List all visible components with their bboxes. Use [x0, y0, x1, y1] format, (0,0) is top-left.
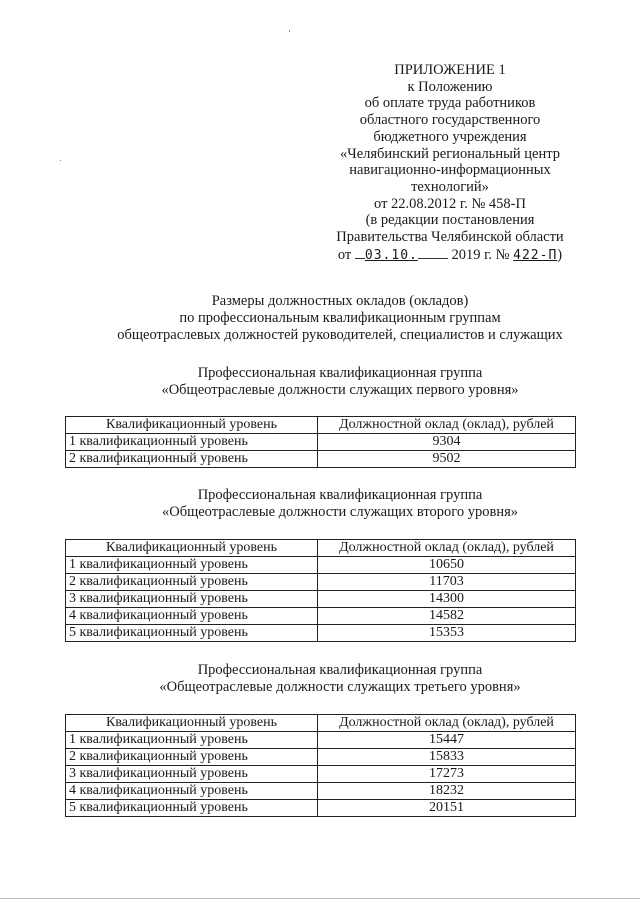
level-cell: 2 квалификационный уровень — [66, 451, 318, 468]
header-line: Правительства Челябинской области — [336, 229, 564, 246]
table-row — [66, 608, 576, 625]
header-line: об оплате труда работников — [364, 95, 536, 112]
salary-cell: 20151 — [318, 800, 576, 817]
table-row — [66, 766, 576, 783]
level-cell: 4 квалификационный уровень — [66, 783, 318, 800]
scan-edge-line — [0, 898, 640, 899]
group-title-line: «Общеотраслевые должности служащих второго уровня» — [161, 504, 519, 520]
table-row — [66, 557, 576, 574]
column-header-level: Квалификационный уровень — [66, 540, 318, 557]
salary-cell: 15447 — [318, 732, 576, 749]
table-row — [66, 574, 576, 591]
column-header-salary: Должностной оклад (оклад), рублей — [318, 417, 576, 434]
year-text: 2019 г. № — [451, 246, 510, 263]
level-cell: 2 квалификационный уровень — [66, 574, 318, 591]
level-cell: 1 квалификационный уровень — [66, 434, 318, 451]
group-3-title — [40, 662, 640, 696]
header-line: (в редакции постановления — [365, 212, 535, 229]
appendix-header — [300, 62, 600, 264]
group-title-line: «Общеотраслевые должности служащих третьего уровня» — [159, 679, 521, 695]
salary-cell: 10650 — [318, 557, 576, 574]
header-line: к Положению — [407, 78, 493, 95]
appendix-title: ПРИЛОЖЕНИЕ 1 — [394, 62, 506, 78]
date-prefix: от — [337, 246, 352, 263]
salary-cell: 9502 — [318, 451, 576, 468]
scan-speck — [289, 30, 290, 32]
salary-cell: 15353 — [318, 625, 576, 642]
level-cell: 1 квалификационный уровень — [66, 557, 318, 574]
salary-cell: 14300 — [318, 591, 576, 608]
group-title-line: Профессиональная квалификационная группа — [197, 662, 483, 678]
closing-paren: ) — [557, 246, 563, 263]
title-line: Размеры должностных окладов (окладов) — [211, 293, 469, 309]
level-cell: 5 квалификационный уровень — [66, 625, 318, 642]
salary-cell: 11703 — [318, 574, 576, 591]
salary-cell: 15833 — [318, 749, 576, 766]
table-row — [66, 451, 576, 468]
group-2-title — [40, 487, 640, 521]
scan-speck — [60, 160, 61, 161]
salary-cell: 17273 — [318, 766, 576, 783]
level-cell: 2 квалификационный уровень — [66, 749, 318, 766]
column-header-salary: Должностной оклад (оклад), рублей — [318, 540, 576, 557]
title-line: общеотраслевых должностей руководителей, специалистов и служащих — [117, 327, 563, 343]
header-line: областного государственного — [359, 112, 541, 129]
header-line: бюджетного учреждения — [373, 128, 527, 145]
table-row — [66, 783, 576, 800]
level-cell: 5 квалификационный уровень — [66, 800, 318, 817]
handwritten-date: 03.10. — [364, 247, 418, 263]
table-row — [66, 591, 576, 608]
salary-cell: 14582 — [318, 608, 576, 625]
group-2-table — [65, 539, 576, 642]
salary-cell: 18232 — [318, 783, 576, 800]
group-title-line: Профессиональная квалификационная группа — [197, 365, 483, 381]
document-title — [40, 293, 640, 344]
table-row — [66, 625, 576, 642]
group-1-title — [40, 365, 640, 399]
revision-date-line — [300, 246, 600, 265]
table-row — [66, 800, 576, 817]
group-1-table — [65, 416, 576, 468]
table-header-row — [66, 417, 576, 434]
table-header-row — [66, 715, 576, 732]
group-title-line: Профессиональная квалификационная группа — [197, 487, 483, 503]
header-line: от 22.08.2012 г. № 458-П — [374, 195, 526, 212]
level-cell: 1 квалификационный уровень — [66, 732, 318, 749]
table-header-row — [66, 540, 576, 557]
level-cell: 3 квалификационный уровень — [66, 591, 318, 608]
header-line: «Челябинский региональный центр — [340, 145, 560, 162]
column-header-level: Квалификационный уровень — [66, 417, 318, 434]
level-cell: 3 квалификационный уровень — [66, 766, 318, 783]
header-line: технологий» — [411, 178, 489, 195]
header-line: навигационно-информационных — [349, 162, 551, 179]
group-title-line: «Общеотраслевые должности служащих первого уровня» — [161, 382, 519, 398]
table-row — [66, 732, 576, 749]
salary-cell: 9304 — [318, 434, 576, 451]
level-cell: 4 квалификационный уровень — [66, 608, 318, 625]
column-header-salary: Должностной оклад (оклад), рублей — [318, 715, 576, 732]
column-header-level: Квалификационный уровень — [66, 715, 318, 732]
table-row — [66, 749, 576, 766]
table-row — [66, 434, 576, 451]
group-3-table — [65, 714, 576, 817]
title-line: по профессиональным квалификационным группам — [179, 310, 501, 326]
handwritten-number: 422-П — [513, 247, 558, 263]
